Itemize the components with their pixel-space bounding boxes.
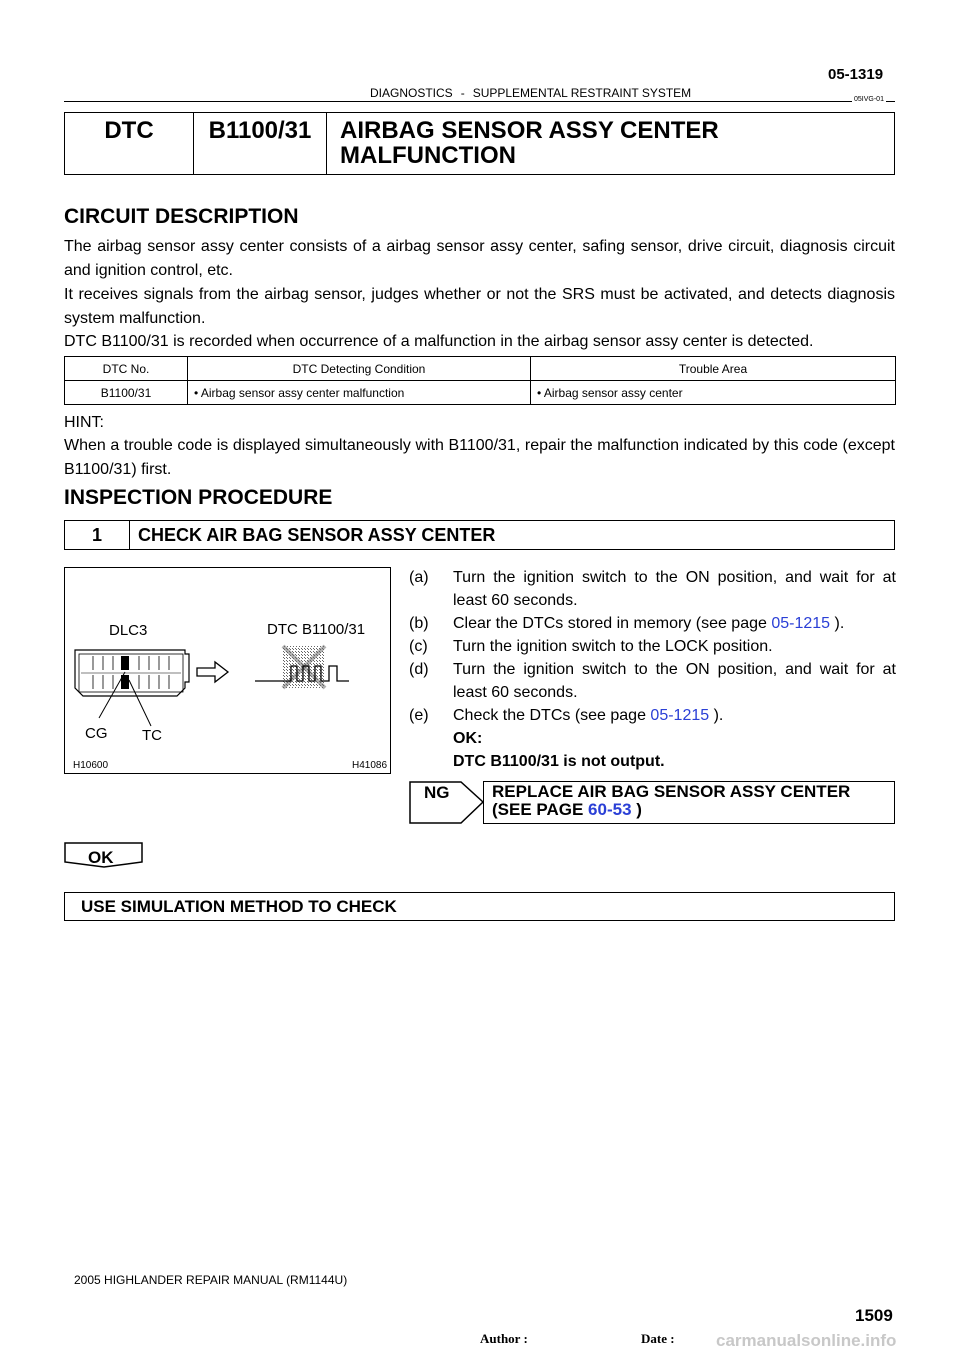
list-item: [409, 612, 896, 635]
title-description: [340, 113, 880, 179]
table-header-row: [65, 357, 896, 381]
dtc-code-label: DTC B1100/31: [267, 621, 366, 638]
dtc-waveform-icon: [255, 646, 349, 688]
ok-label: OK: [88, 848, 114, 867]
page-link[interactable]: 05-1215: [771, 615, 831, 632]
step-text: Turn the ignition switch to the ON position, and wait for at least 60 seconds.: [453, 661, 896, 701]
inspection-heading: INSPECTION PROCEDURE: [64, 486, 333, 509]
list-item: [409, 566, 896, 612]
step-letter: (a): [409, 569, 429, 586]
author-label: Author :: [480, 1331, 528, 1346]
page-link[interactable]: 05-1215: [650, 707, 710, 724]
title-line-2: MALFUNCTION: [340, 142, 516, 169]
step-text: Turn the ignition switch to the ON position, and wait for at least 60 seconds.: [453, 569, 896, 609]
ok-criteria-label: OK:: [453, 730, 483, 747]
arrow-right-icon: [197, 662, 228, 682]
page-link[interactable]: 60-53: [588, 800, 632, 819]
ref-code-left: H10600: [73, 760, 109, 771]
table-header: DTC Detecting Condition: [188, 357, 531, 381]
list-item: [409, 750, 896, 773]
date-label: Date :: [641, 1331, 675, 1346]
header-rule: [64, 101, 895, 102]
ng-label: NG: [424, 783, 450, 802]
ok-result-text: USE SIMULATION METHOD TO CHECK: [81, 897, 397, 916]
hint-label: HINT:: [64, 414, 104, 431]
step-text: Check the DTCs (see page 05-1215 ).: [453, 707, 724, 724]
step-number: 1: [65, 521, 130, 549]
dlc3-diagram: [65, 568, 390, 773]
dlc3-label: DLC3: [109, 622, 148, 639]
step-letter: (d): [409, 661, 429, 678]
section-separator: -: [460, 86, 465, 100]
circuit-description-heading: CIRCUIT DESCRIPTION: [64, 205, 299, 228]
step-text: Clear the DTCs stored in memory (see page 05-1215 ).: [453, 615, 845, 632]
tc-label: TC: [142, 727, 162, 744]
ok-result-box: [64, 892, 895, 921]
title-dtc-code: B1100/31: [194, 113, 327, 174]
manual-title: 2005 HIGHLANDER REPAIR MANUAL (RM1144U): [74, 1273, 348, 1287]
table-header: DTC No.: [65, 357, 188, 381]
procedure-steps: [409, 566, 896, 773]
step-box: [64, 520, 895, 550]
hint-text: When a trouble code is displayed simultaneously with B1100/31, repair the malfunction indicated by this code (except B1100/31) first.: [64, 437, 895, 478]
watermark: carmanualsonline.info: [716, 1331, 897, 1350]
section-title: DIAGNOSTICS: [370, 86, 453, 100]
title-line-1: AIRBAG SENSOR ASSY CENTER: [340, 117, 719, 144]
section-header: [370, 86, 691, 100]
step-letter: (c): [409, 638, 428, 655]
subsection-title: SUPPLEMENTAL RESTRAINT SYSTEM: [472, 86, 692, 100]
ng-result-box: [483, 781, 895, 824]
table-row: [65, 381, 896, 405]
title-box: [64, 112, 895, 175]
step-letter: (b): [409, 615, 429, 632]
table-header: Trouble Area: [531, 357, 896, 381]
step-text: Turn the ignition switch to the LOCK position.: [453, 638, 773, 655]
table-cell-area: • Airbag sensor assy center: [531, 381, 896, 405]
page-number: 05-1319: [828, 66, 884, 83]
illustration: [64, 567, 391, 774]
list-item: [409, 658, 896, 704]
circuit-paragraph-1: The airbag sensor assy center consists of a airbag sensor assy center, safing sensor, drive circuit, diagnosis circuit and ignition control, etc.: [64, 238, 895, 279]
dtc-table: [64, 356, 896, 405]
table-cell-dtc: B1100/31: [65, 381, 188, 405]
list-item: [409, 635, 896, 658]
doc-code: 05IVG-01: [854, 96, 884, 103]
list-item: [409, 704, 896, 727]
step-letter: (e): [409, 707, 429, 724]
list-item: [409, 727, 896, 750]
table-cell-condition: • Airbag sensor assy center malfunction: [188, 381, 531, 405]
cg-label: CG: [85, 725, 108, 742]
circuit-paragraph-3: DTC B1100/31 is recorded when occurrence of a malfunction in the airbag sensor assy center is detected.: [64, 333, 814, 350]
footer-page-number: 1509: [855, 1306, 893, 1325]
ng-result-text: REPLACE AIR BAG SENSOR ASSY CENTER (SEE PAGE 60-53 ): [492, 782, 851, 819]
circuit-paragraph-2: It receives signals from the airbag sensor, judges whether or not the SRS must be activated, and detects diagnosis system malfunction.: [64, 286, 895, 327]
title-dtc-label: DTC: [65, 113, 194, 174]
step-label: CHECK AIR BAG SENSOR ASSY CENTER: [138, 525, 496, 545]
ref-code-right: H41086: [352, 760, 388, 771]
connector-icon: [75, 650, 189, 726]
ok-criteria-text: DTC B1100/31 is not output.: [453, 753, 665, 770]
